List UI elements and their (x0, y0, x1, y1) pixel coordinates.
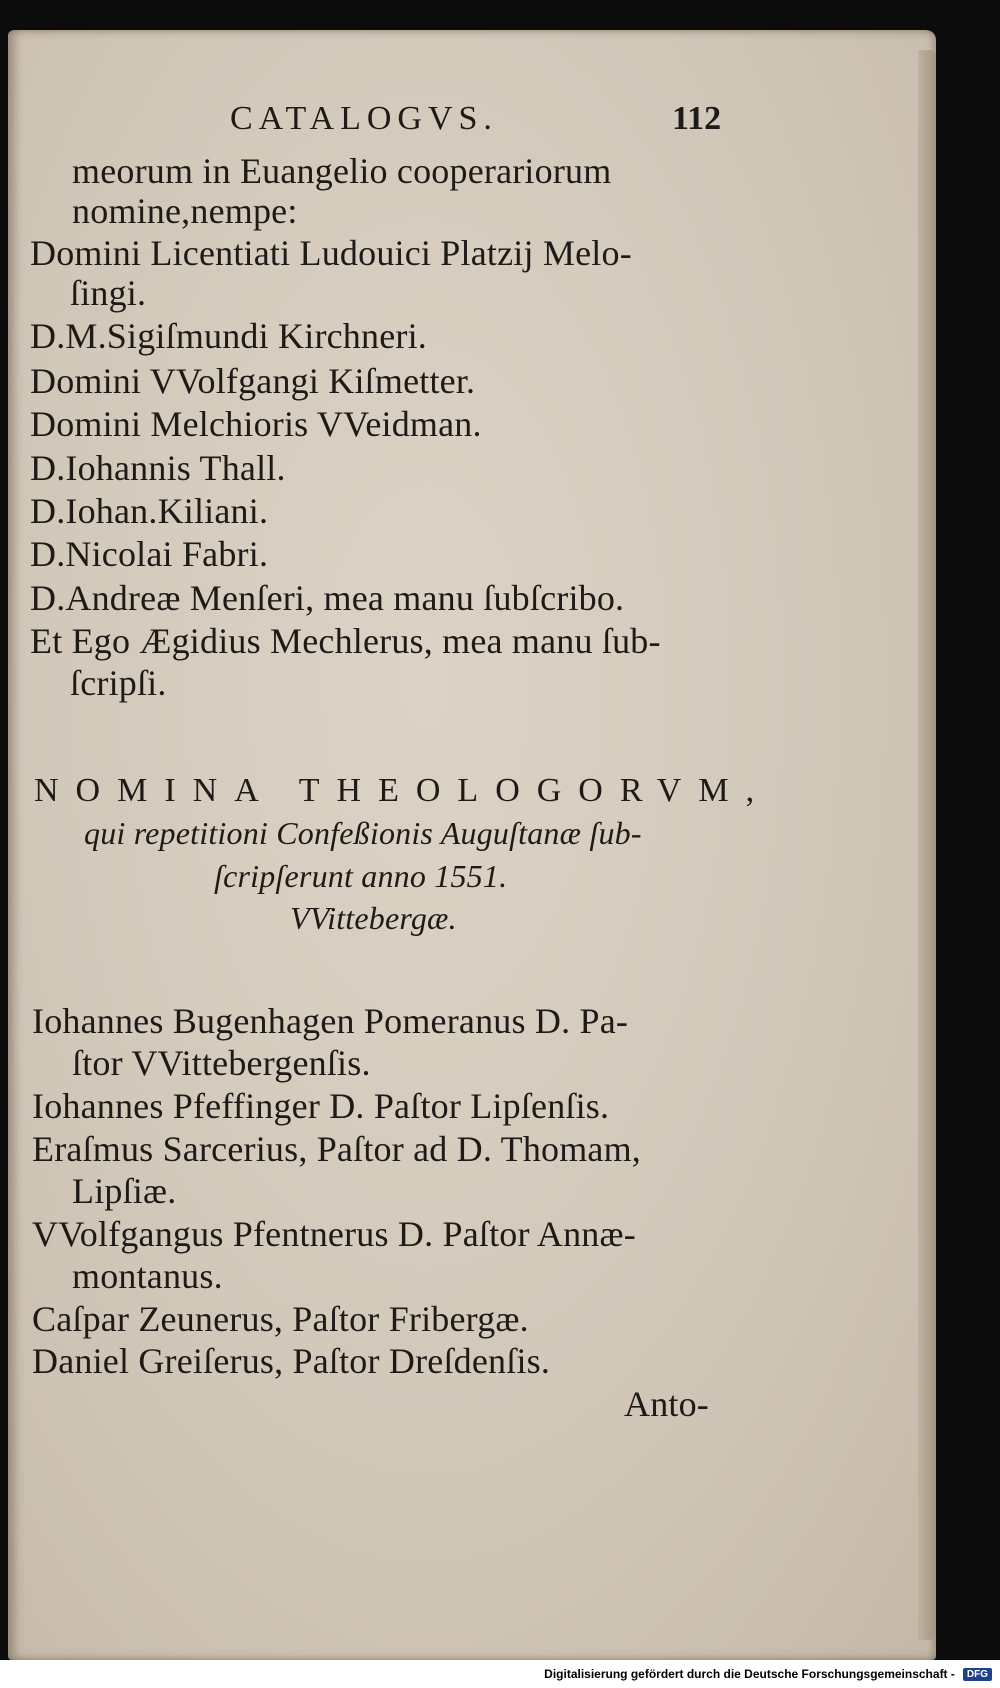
text-line: D.Iohan.Kiliani. (30, 491, 269, 531)
text-line: Caſpar Zeunerus, Paſtor Fribergæ. (32, 1299, 529, 1339)
text-line: nomine,nempe: (72, 191, 298, 231)
text-line: meorum in Euangelio cooperariorum (72, 151, 612, 191)
section-subtitle-line: ſcripſerunt anno 1551. (214, 858, 508, 894)
text-line: Et Ego Ægidius Mechlerus, mea manu ſub- (30, 621, 661, 661)
catchword: Anto- (624, 1384, 709, 1424)
text-line: ſcripſi. (70, 663, 167, 703)
footer-bar (0, 1660, 1000, 1688)
text-line: Domini Licentiati Ludouici Platzij Melo- (30, 233, 632, 273)
text-line: ſingi. (70, 273, 147, 313)
text-line: Eraſmus Sarcerius, Paſtor ad D. Thomam, (32, 1129, 642, 1169)
text-line: D.Nicolai Fabri. (30, 534, 269, 574)
text-line: ſtor VVittebergenſis. (72, 1043, 371, 1083)
section-subtitle-line: VVittebergæ. (290, 900, 457, 936)
text-line: D.Iohannis Thall. (30, 448, 286, 488)
section-subtitle-line: qui repetitioni Confeßionis Auguſtanæ ſub- (84, 815, 642, 851)
text-line: Daniel Greiſerus, Paſtor Dreſdenſis. (32, 1341, 551, 1381)
page-number: 112 (672, 100, 722, 137)
text-line: Domini VVolfgangi Kiſmetter. (30, 361, 476, 401)
text-line: VVolfgangus Pfentnerus D. Paſtor Annæ- (32, 1214, 636, 1254)
dfg-logo: DFG (963, 1668, 992, 1681)
text-line: D.M.Sigiſmundi Kirchneri. (30, 316, 427, 356)
section-title: NOMINA THEOLOGORVM, (34, 772, 772, 809)
text-line: D.Andreæ Menſeri, mea manu ſubſcribo. (30, 578, 625, 618)
text-line: Iohannes Pfeffinger D. Paſtor Lipſenſis. (32, 1086, 610, 1126)
text-line: Lipſiæ. (72, 1171, 177, 1211)
text-line: montanus. (72, 1256, 223, 1296)
text-line: Domini Melchioris VVeidman. (30, 404, 482, 444)
funding-notice: Digitalisierung gefördert durch die Deutsche Forschungsgemeinschaft - (544, 1667, 955, 1681)
page-edge (918, 50, 936, 1640)
running-head: CATALOGVS. (230, 100, 498, 137)
text-line: Iohannes Bugenhagen Pomeranus D. Pa- (32, 1001, 629, 1041)
